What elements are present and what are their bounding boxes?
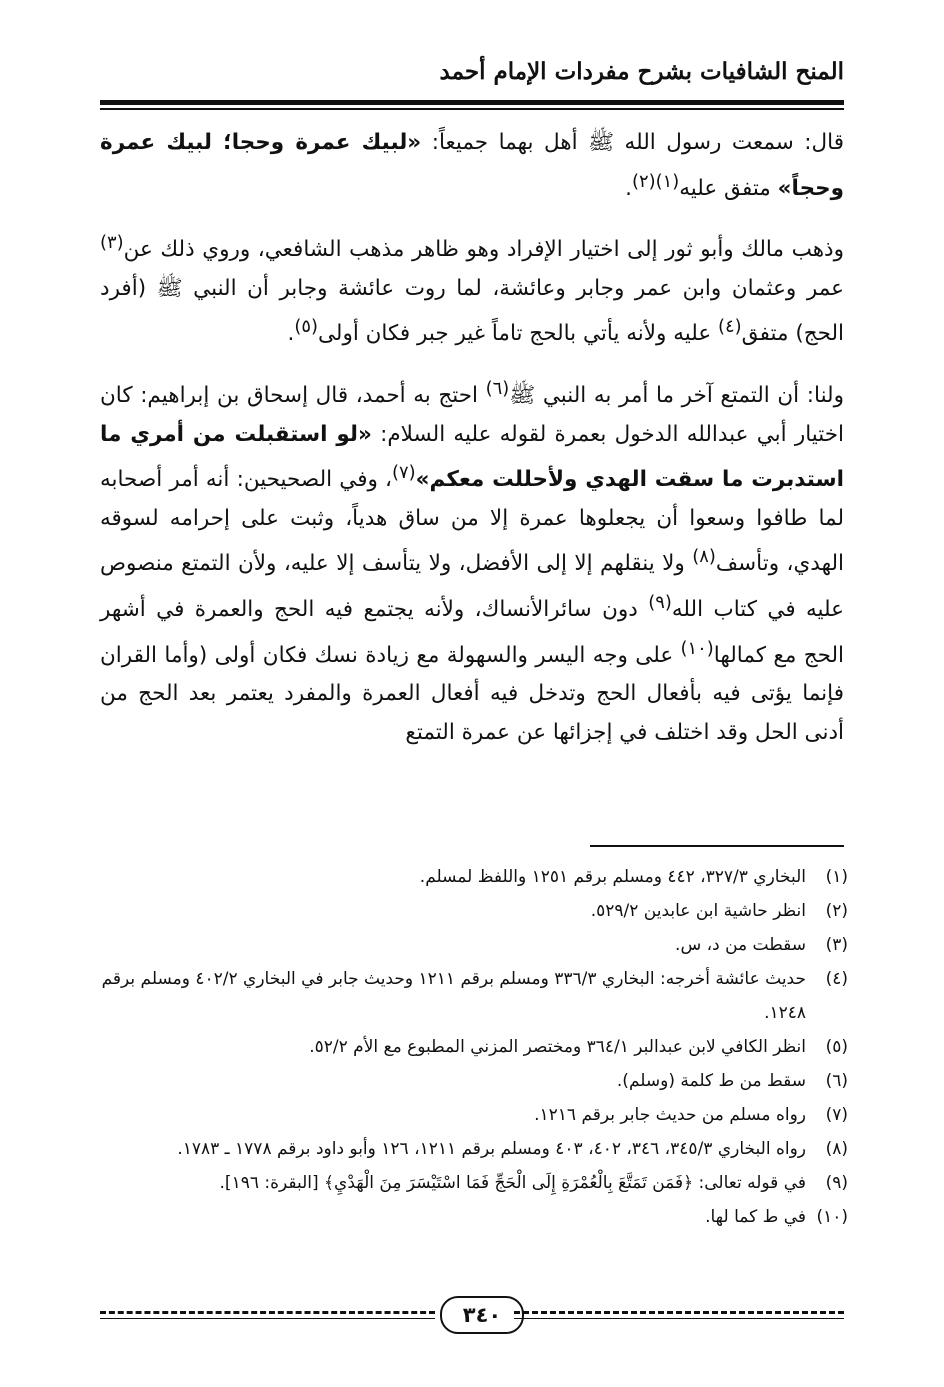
footnote-number: (١) <box>825 867 848 887</box>
footnote-number: (٢) <box>825 901 848 921</box>
footer-ornament-right <box>514 1311 844 1314</box>
footnote-text: سقط من ط كلمة (وسلم). <box>616 1071 806 1091</box>
footnotes <box>100 860 848 1234</box>
footnote-item <box>100 962 848 1030</box>
hadith-quote: «لو استقبلت من أمري ما استدبرت ما سقت الهدي ولأحللت معكم» <box>100 421 844 493</box>
paragraph-2: وذهب مالك وأبو ثور إلى اختيار الإفراد وهو ظاهر مذهب الشافعي، وروي ذلك عن$^{(٣)}$ عمر وعثمان وابن عمر وجابر وعائشة، لما روت عائشة وجابر أن النبي ﷺ (أفرد الحج) متفق$^{(٤)}$ عليه ولأنه يأتي بالحج تاماً غير جبر فكان أولى$^{(٥)}$. <box>100 232 844 347</box>
main-text <box>100 124 844 752</box>
footnote-text: البخاري ٣٢٧/٣، ٤٤٢ ومسلم برقم ١٢٥١ واللفظ لمسلم. <box>419 867 806 887</box>
footnote-text: انظر الكافي لابن عبدالبر ٣٦٤/١ ومختصر المزني المطبوع مع الأم ٥٢/٢. <box>309 1037 806 1057</box>
footnote-text: في ط كما لها. <box>705 1207 806 1227</box>
footnote-text: في قوله تعالى: ﴿فَمَن تَمَتَّعَ بِالْعُمْرَةِ إِلَى الْحَجِّ فَمَا اسْتَيْسَرَ مِنَ الْهَدْيِ﴾ [البقرة: ١٩٦]. <box>219 1173 806 1193</box>
book-title: المنح الشافيات بشرح مفردات الإمام أحمد <box>439 58 844 85</box>
footnote-item <box>100 1166 848 1200</box>
footnote-text: رواه البخاري ٣٤٥/٣، ٣٤٦، ٤٠٢، ٤٠٣ ومسلم برقم ١٢١١، ١٢٦ وأبو داود برقم ١٧٧٨ ـ ١٧٨٣. <box>177 1139 806 1159</box>
footnote-number: (٨) <box>825 1139 848 1159</box>
footnote-item <box>100 1030 848 1064</box>
header-rule-thin <box>100 108 844 110</box>
page-footer <box>100 1296 844 1332</box>
footnote-number: (٩) <box>825 1173 848 1193</box>
header-rule-thick <box>100 100 844 105</box>
footnote-separator <box>590 845 844 847</box>
footnote-item <box>100 1132 848 1166</box>
running-header <box>100 58 844 94</box>
footnote-ref: (١)(٢) <box>631 170 680 192</box>
footnote-item <box>100 1064 848 1098</box>
footnote-number: (٣) <box>825 935 848 955</box>
footnote-text: حديث عائشة أخرجه: البخاري ٣٣٦/٣ ومسلم برقم ١٢١١ وحديث جابر في البخاري ٤٠٢/٢ ومسلم برقم ١٢٤٨. <box>101 969 806 1023</box>
footnote-number: (٤) <box>825 969 848 989</box>
footnote-item <box>100 928 848 962</box>
footnote-ref: (٦) <box>485 377 510 399</box>
footnote-text: سقطت من د، س. <box>675 935 806 955</box>
footnote-text: رواه مسلم من حديث جابر برقم ١٢١٦. <box>534 1105 806 1125</box>
footnote-text: انظر حاشية ابن عابدين ٥٢٩/٢. <box>590 901 806 921</box>
footnote-item <box>100 894 848 928</box>
footer-line-left <box>100 1318 435 1319</box>
footnote-item <box>100 1200 848 1234</box>
footnote-number: (١٠) <box>816 1207 848 1227</box>
footnote-number: (٧) <box>825 1105 848 1125</box>
footnote-ref: (٨) <box>692 546 716 568</box>
footnote-ref: (١٠) <box>680 637 714 659</box>
footnote-item <box>100 860 848 894</box>
hadith-quote: «لبيك عمرة وحجا؛ لبيك عمرة وحجاً» <box>100 130 844 201</box>
paragraph-1: قال: سمعت رسول الله ﷺ أهل بهما جميعاً: «لبيك عمرة وحجا؛ لبيك عمرة وحجاً» متفق عليه$^{(١)(٢)}$. <box>100 130 844 201</box>
footnote-number: (٦) <box>825 1071 848 1091</box>
footer-line-right <box>514 1318 844 1319</box>
footnote-ref: (٣) <box>100 232 124 254</box>
footnote-ref: (٥) <box>294 316 318 338</box>
footnote-number: (٥) <box>825 1037 848 1057</box>
footnote-ref: (٧) <box>392 462 416 484</box>
footnote-ref: (٩) <box>648 591 672 613</box>
page-number: ٣٤٠ <box>440 1296 524 1334</box>
footer-ornament-left <box>100 1311 435 1314</box>
footnote-ref: (٤) <box>718 316 742 338</box>
footnote-item <box>100 1098 848 1132</box>
paragraph-3: ولنا: أن التمتع آخر ما أمر به النبي ﷺ$^{(٦)}$ احتج به أحمد، قال إسحاق بن إبراهيم: كان اختيار أبي عبدالله الدخول بعمرة لقوله عليه السلام: «لو استقبلت من أمري ما استدبرت ما سقت الهدي ولأحللت معكم»$^{(٧)}$، وفي الصحيحين: أنه أمر أصحابه لما طافوا وسعوا أن يجعلوها عمرة إلا من ساق هدياً، وثبت على إحرامه لسوقه الهدي، وتأسف$^{(٨)}$ ولا ينقلهم إلا إلى الأفضل، ولا يتأسف إلا عليه، ولأن التمتع منصوص عليه في كتاب الله$^{(٩)}$ دون سائرالأنساك، ولأنه يجتمع فيه الحج والعمرة في أشهر الحج مع كمالها$^{(١٠)}$ على وجه اليسر والسهولة مع زيادة نسك فكان أولى (وأما القران فإنما يؤتى فيه بأفعال الحج وتدخل فيه أفعال العمرة والمفرد يعتمر بعد الحج من أدنى الحل وقد اختلف في إجزائها عن عمرة التمتع <box>100 377 845 745</box>
